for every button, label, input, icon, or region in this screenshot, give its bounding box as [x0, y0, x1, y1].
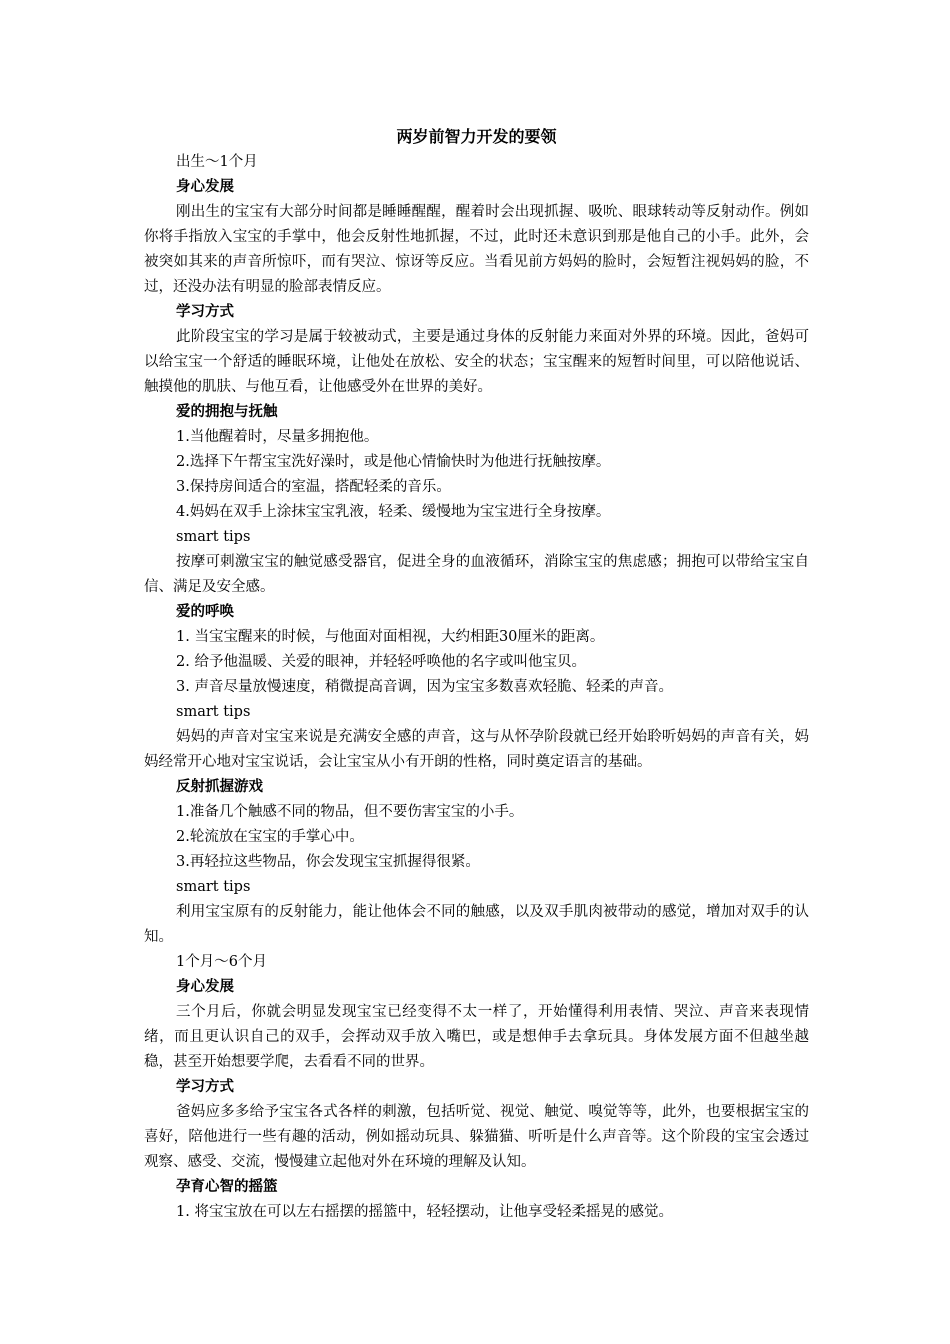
section-heading: 学习方式: [176, 1079, 234, 1095]
list-item: 1.准备几个触感不同的物品，但不要伤害宝宝的小手。: [176, 804, 524, 820]
period-heading: 出生～1个月: [176, 154, 258, 170]
section-heading: 爱的拥抱与抚触: [176, 404, 278, 420]
list-item: 3.再轻拉这些物品，你会发现宝宝抓握得很紧。: [176, 854, 480, 870]
list-item: 3.保持房间适合的室温，搭配轻柔的音乐。: [176, 479, 451, 495]
tips-label: smart tips: [176, 879, 251, 895]
paragraph: 妈妈的声音对宝宝来说是充满安全感的声音，这与从怀孕阶段就已经开始聆听妈妈的声音有关，妈妈经常开心地对宝宝说话，会让宝宝从小有开朗的性格，同时奠定语言的基础。: [144, 729, 809, 770]
section-heading: 反射抓握游戏: [176, 779, 263, 795]
section-heading: 爱的呼唤: [176, 604, 234, 620]
paragraph: 利用宝宝原有的反射能力，能让他体会不同的触感，以及双手肌肉被带动的感觉，增加对双手的认知。: [144, 904, 809, 945]
list-item: 1.当他醒着时，尽量多拥抱他。: [176, 429, 379, 445]
list-item: 1. 当宝宝醒来的时候，与他面对面相视，大约相距30厘米的距离。: [176, 629, 605, 645]
list-item: 2.轮流放在宝宝的手掌心中。: [176, 829, 364, 845]
list-item: 2.选择下午帮宝宝洗好澡时，或是他心情愉快时为他进行抚触按摩。: [176, 454, 611, 470]
document-page: [144, 0, 809, 1344]
period-heading: 1个月～6个月: [176, 954, 267, 970]
list-item: 4.妈妈在双手上涂抹宝宝乳液，轻柔、缓慢地为宝宝进行全身按摩。: [176, 504, 611, 520]
list-item: 1. 将宝宝放在可以左右摇摆的摇篮中，轻轻摆动，让他享受轻柔摇晃的感觉。: [176, 1204, 673, 1220]
page-title: 两岁前智力开发的要领: [396, 127, 557, 146]
list-item: 3. 声音尽量放慢速度，稍微提高音调，因为宝宝多数喜欢轻脆、轻柔的声音。: [176, 679, 673, 695]
section-heading: 身心发展: [176, 979, 234, 995]
tips-label: smart tips: [176, 529, 251, 545]
paragraph: 爸妈应多多给予宝宝各式各样的刺激，包括听觉、视觉、触觉、嗅觉等等，此外，也要根据宝宝的喜好，陪他进行一些有趣的活动，例如摇动玩具、躲猫猫、听听是什么声音等。这个阶段的宝宝会透过观察、感受、交流，慢慢建立起他对外在环境的理解及认知。: [144, 1104, 809, 1170]
section-heading: 孕育心智的摇篮: [176, 1179, 278, 1195]
list-item: 2. 给予他温暖、关爱的眼神，并轻轻呼唤他的名字或叫他宝贝。: [176, 654, 586, 670]
section-heading: 身心发展: [176, 179, 234, 195]
paragraph: 刚出生的宝宝有大部分时间都是睡睡醒醒，醒着时会出现抓握、吸吮、眼球转动等反射动作。例如你将手指放入宝宝的手掌中，他会反射性地抓握，不过，此时还未意识到那是他自己的小手。此外，会被突如其来的声音所惊吓，而有哭泣、惊讶等反应。当看见前方妈妈的脸时，会短暂注视妈妈的脸，不过，还没办法有明显的脸部表情反应。: [144, 204, 809, 295]
tips-label: smart tips: [176, 704, 251, 720]
document-body: [144, 150, 809, 1225]
paragraph: 按摩可刺激宝宝的触觉感受器官，促进全身的血液循环，消除宝宝的焦虑感；拥抱可以带给宝宝自信、满足及安全感。: [144, 554, 809, 595]
section-heading: 学习方式: [176, 304, 234, 320]
paragraph: 三个月后，你就会明显发现宝宝已经变得不太一样了，开始懂得利用表情、哭泣、声音来表现情绪，而且更认识自己的双手，会挥动双手放入嘴巴，或是想伸手去拿玩具。身体发展方面不但越坐越稳，甚至开始想要学爬，去看看不同的世界。: [144, 1004, 809, 1070]
paragraph: 此阶段宝宝的学习是属于较被动式，主要是通过身体的反射能力来面对外界的环境。因此，爸妈可以给宝宝一个舒适的睡眠环境，让他处在放松、安全的状态；宝宝醒来的短暂时间里，可以陪他说话、触摸他的肌肤、与他互看，让他感受外在世界的美好。: [144, 329, 809, 395]
